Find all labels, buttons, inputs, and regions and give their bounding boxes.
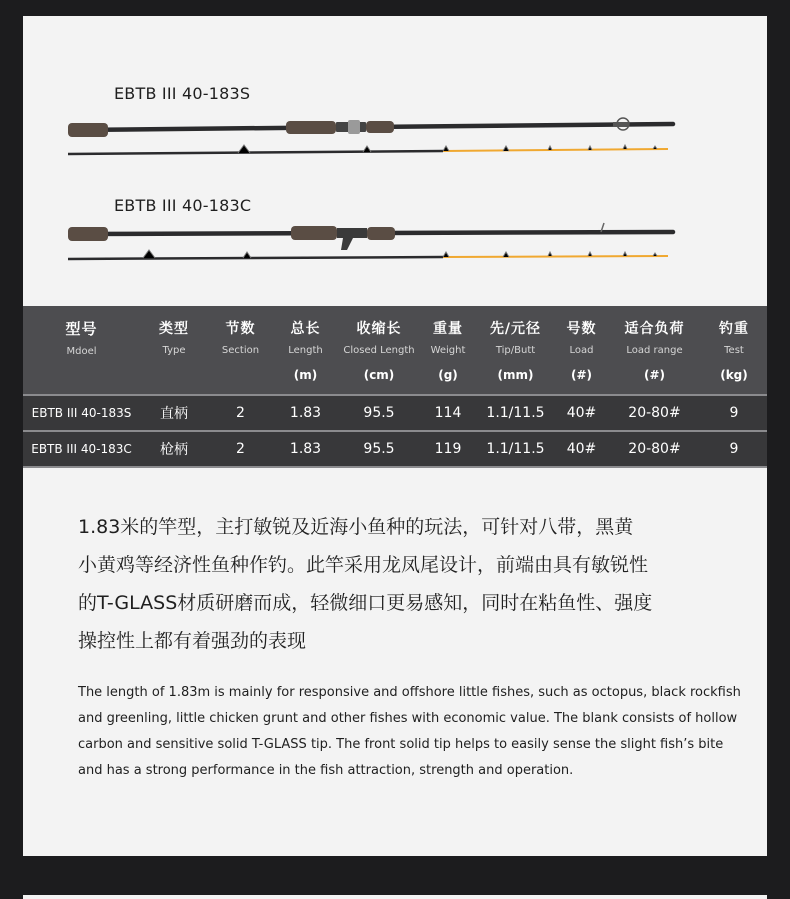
cell-model: EBTB III 40-183C [23, 431, 140, 467]
header-type: 类型 Type [140, 306, 208, 395]
description-en-line: carbon and sensitive solid T-GLASS tip. The front solid tip helps to easily sense the slight fish’s bite [78, 737, 724, 752]
description-en-line: and has a strong performance in the fish attraction, strength and operation. [78, 763, 574, 778]
cell-section: 2 [208, 395, 273, 431]
header-model: 型号 Mdoel [23, 306, 140, 395]
spec-table [23, 306, 767, 468]
product-panel [23, 16, 767, 856]
rod-image-casting [23, 218, 767, 268]
description-zh-line: 1.83米的竿型，主打敏锐及近海小鱼种的玩法，可针对八带，黑黄 [78, 516, 634, 538]
description-zh-line: 小黄鸡等经济性鱼种作钓。此竿采用龙凤尾设计，前端由具有敏锐性 [78, 554, 649, 576]
description-zh-line: 操控性上都有着强劲的表现 [78, 630, 307, 652]
cell-load-range: 20-80# [608, 431, 701, 467]
table-row [23, 395, 767, 431]
cell-tip-butt: 1.1/11.5 [476, 395, 555, 431]
description-en-line: The length of 1.83m is mainly for responsive and offshore little fishes, such as octopus, black rockfish [78, 685, 741, 700]
table-row [23, 431, 767, 467]
cell-load: 40# [555, 431, 608, 467]
model-title-casting: EBTB III 40-183C [114, 196, 252, 215]
model-title-spinning: EBTB III 40-183S [114, 84, 251, 103]
description-english [78, 680, 741, 784]
cell-weight: 114 [420, 395, 476, 431]
description-en-line: and greenling, little chicken grunt and other fishes with economic value. The blank consists of hollow [78, 711, 738, 726]
rod-image-spinning [23, 112, 767, 162]
description-zh-line: 的T-GLASS材质研磨而成，轻微细口更易感知，同时在粘鱼性、强度 [78, 592, 653, 614]
cell-closed-length: 95.5 [338, 431, 420, 467]
header-length: 总长 Length (m) [273, 306, 338, 395]
next-panel-edge [23, 895, 767, 899]
cell-test: 9 [701, 395, 767, 431]
header-test: 钓重 Test (kg) [701, 306, 767, 395]
cell-section: 2 [208, 431, 273, 467]
header-section: 节数 Section [208, 306, 273, 395]
header-load-range: 适合负荷 Load range (#) [608, 306, 701, 395]
header-weight: 重量 Weight (g) [420, 306, 476, 395]
cell-length: 1.83 [273, 431, 338, 467]
cell-tip-butt: 1.1/11.5 [476, 431, 555, 467]
header-closed-length: 收缩长 Closed Length (cm) [338, 306, 420, 395]
cell-model: EBTB III 40-183S [23, 395, 140, 431]
header-tip-butt: 先/元径 Tip/Butt (mm) [476, 306, 555, 395]
cell-test: 9 [701, 431, 767, 467]
cell-type: 枪柄 [140, 431, 208, 467]
cell-length: 1.83 [273, 395, 338, 431]
cell-closed-length: 95.5 [338, 395, 420, 431]
cell-load-range: 20-80# [608, 395, 701, 431]
table-header-row [23, 306, 767, 395]
description-chinese [78, 508, 728, 660]
cell-weight: 119 [420, 431, 476, 467]
header-load: 号数 Load (#) [555, 306, 608, 395]
cell-load: 40# [555, 395, 608, 431]
cell-type: 直柄 [140, 395, 208, 431]
